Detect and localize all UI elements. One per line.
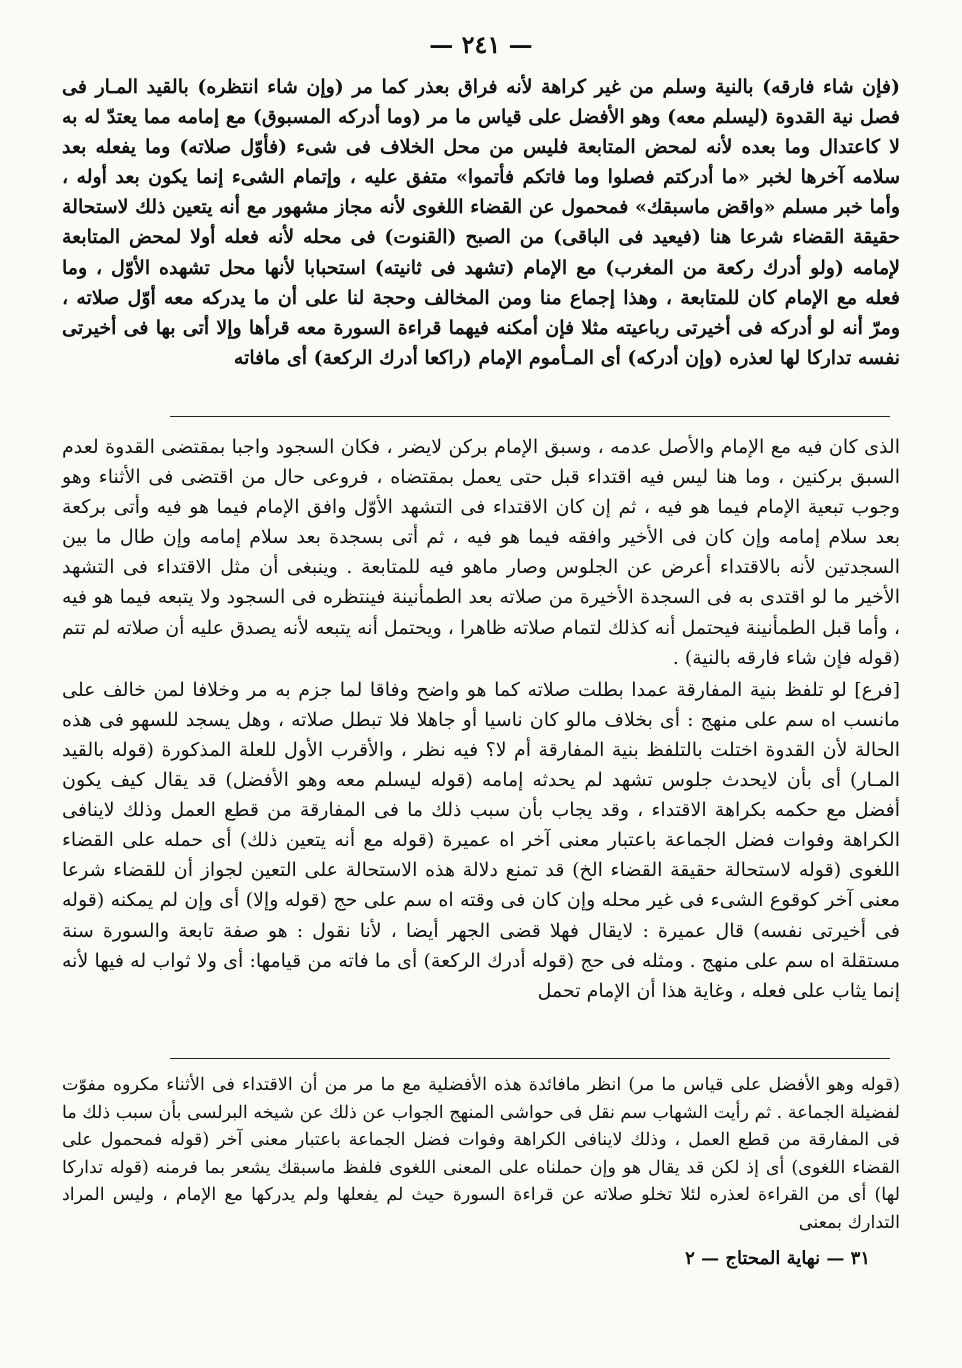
main-text: (فإن شاء فارقه) بالنية وسلم من غير كراهة لأنه فراق بعذر كما مر (وإن شاء انتظره) بالقيد المـار فى فصل نية القدوة (ليسلم معه) وهو الأفضل على قياس ما مر (وما أدركه المسبوق) مع إمامه مما يعتدّ له به لا كاعتدال وما بعده لأنه لمحض المتابعة فليس من محل الخلاف فى شىء (فأوّل صلاته) وما يفعله بعد سلامه آخرها لخبر «ما أدركتم فصلوا وما فاتكم فأتموا» متفق عليه ، وإتمام الشىء إنما يكون بعد أوله ، وأما خبر مسلم «واقض ماسبقك» فمحمول عن القضاء اللغوى لأنه مجاز مشهور مع أنه يتعين ذلك لاستحالة حقيقة القضاء شرعا هنا (فيعيد فى الباقى) من الصبح (القنوت) فى محله لأنه فعله أولا لمحض المتابعة لإمامه (ولو أدرك ركعة من المغرب) مع الإمام (تشهد فى ثانيته) استحبابا لأنها محل تشهده الأوّل ، وما فعله مع الإمام كان للمتابعة ، وهذا إجماع منا ومن المخالف وحجة لنا على أن ما يدركه معه أوّل صلاته ، ومرّ أنه لو أدركه فى أخيرتى رباعيته مثلا فإن أمكنه فيهما قراءة السورة معه قرأها وإلا أتى بها فى أخيرتى نفسه تداركا لها لعذره (وإن أدركه) أى المـأموم الإمام (راكعا أدرك الركعة) أى مافاته: [62, 76, 900, 369]
divider-main-commentary: [170, 416, 890, 417]
footnote-block: [62, 1072, 900, 1237]
commentary-paragraph: الذى كان فيه مع الإمام والأصل عدمه ، وسبق الإمام بركن لايضر ، فكان السجود واجبا بمقتضى القدوة لعدم السبق بركنين ، وما هنا ليس فيه اقتداء قبل حتى يعمل بمقتضاه ، فروعى حال من اقتضى فى الأثناء وهو وجوب تبعية الإمام فيما هو فيه ، ثم إن كان الاقتداء فى التشهد الأوّل وافق الإمام فيما هو فيه وأتى بركعة بعد سلام إمامه وإن كان فى الأخير وافقه فيما هو فيه ، ثم أتى بسجدة بعد سلام إمامه وإن طال ما بين السجدتين لأنه بالاقتداء أعرض عن الجلوس وصار ماهو فيه للمتابعة . وينبغى أن مثل الاقتداء فى التشهد الأخير ما لو اقتدى به فى السجدة الأخيرة من صلاته بعد الطمأنينة فينتظره فى السجود ولا يتبعه فيما هو فيه ، وأما قبل الطمأنينة فيحتمل أنه كذلك لتمام صلاته ظاهرا ، ويحتمل أنه يتبعه لأنه يصدق عليه أن صلاته لم تتم (قوله فإن شاء فارقه بالنية) .: [62, 436, 900, 669]
divider-commentary-footnote: [170, 1058, 890, 1059]
commentary-block: [62, 432, 900, 1006]
commentary-paragraph: [فرع] لو تلفظ بنية المفارقة عمدا بطلت صلاته كما هو واضح وفاقا لما جزم به مر وخلافا لمن خالف على مانسب اه سم على منهج : أى بخلاف مالو كان ناسيا أو جاهلا فلا تبطل صلاته ، وهل يسجد للسهو فى هذه الحالة لأن القدوة اختلت بالتلفظ بنية المفارقة أم لا؟ فيه نظر ، والأقرب الأول للعلة المذكورة (قوله بالقيد المـار) أى بأن لايحدث جلوس تشهد لم يحدثه إمامه (قوله ليسلم معه وهو الأفضل) قد يقال كيف يكون أفضل مع حكمه بكراهة الاقتداء ، وقد يجاب بأن سبب ذلك ما فى المفارقة من قطع العمل وذلك لاينافى الكراهة وفوات فضل الجماعة باعتبار معنى آخر اه عميرة (قوله مع أنه يتعين ذلك) أى حمله على القضاء اللغوى (قوله لاستحالة حقيقة القضاء الخ) قد تمنع دلالة هذه الاستحالة على التعين لجواز أن للقضاء شرعا معنى آخر كوقوع الشىء فى غير محله وإن كان فى وقته اه سم على حج (قوله وإلا) أى وإن لم يمكنه (قوله فى أخيرتى نفسه) قال عميرة : لايقال فهلا قضى الجهر أيضا ، لأنا نقول : هو صفة تابعة والسورة سنة مستقلة اه سم على منهج . ومثله فى حج (قوله أدرك الركعة) أى ما فاته من قيامها: أى ولا ثواب له فيها لأنه إنما يثاب على فعله ، وغاية هذا أن الإمام تحمل: [62, 678, 900, 1002]
signature-mark: ٣١ — نهاية المحتاج — ٢: [685, 1248, 870, 1269]
footnote-text: (قوله وهو الأفضل على قياس ما مر) انظر مافائدة هذه الأفضلية مع ما مر من أن الاقتداء فى الأثناء مكروه مفوّت لفضيلة الجماعة . ثم رأيت الشهاب سم نقل فى حواشى المنهج الجواب عن ذلك عن شيخه البرلسى بأن سبب ذلك ما فى المفارقة من قطع العمل ، وذلك لاينافى الكراهة وفوات فضل الجماعة باعتبار معنى آخر (قوله فمحمول على القضاء اللغوى) أى إذ لكن قد يقال هو وإن حملناه على المعنى اللغوى فلفظ ماسبقك يشعر بما فرمنه (قوله تداركا لها) أى من القراءة لعذره لئلا تخلو صلاته عن قراءة السورة حيث لم يفعلها ولم يدركها مع الإمام ، وليس المراد التدارك بمعنى: [62, 1075, 900, 1233]
page-number: — ٢٤١ —: [429, 30, 533, 59]
main-text-block: [62, 72, 900, 373]
